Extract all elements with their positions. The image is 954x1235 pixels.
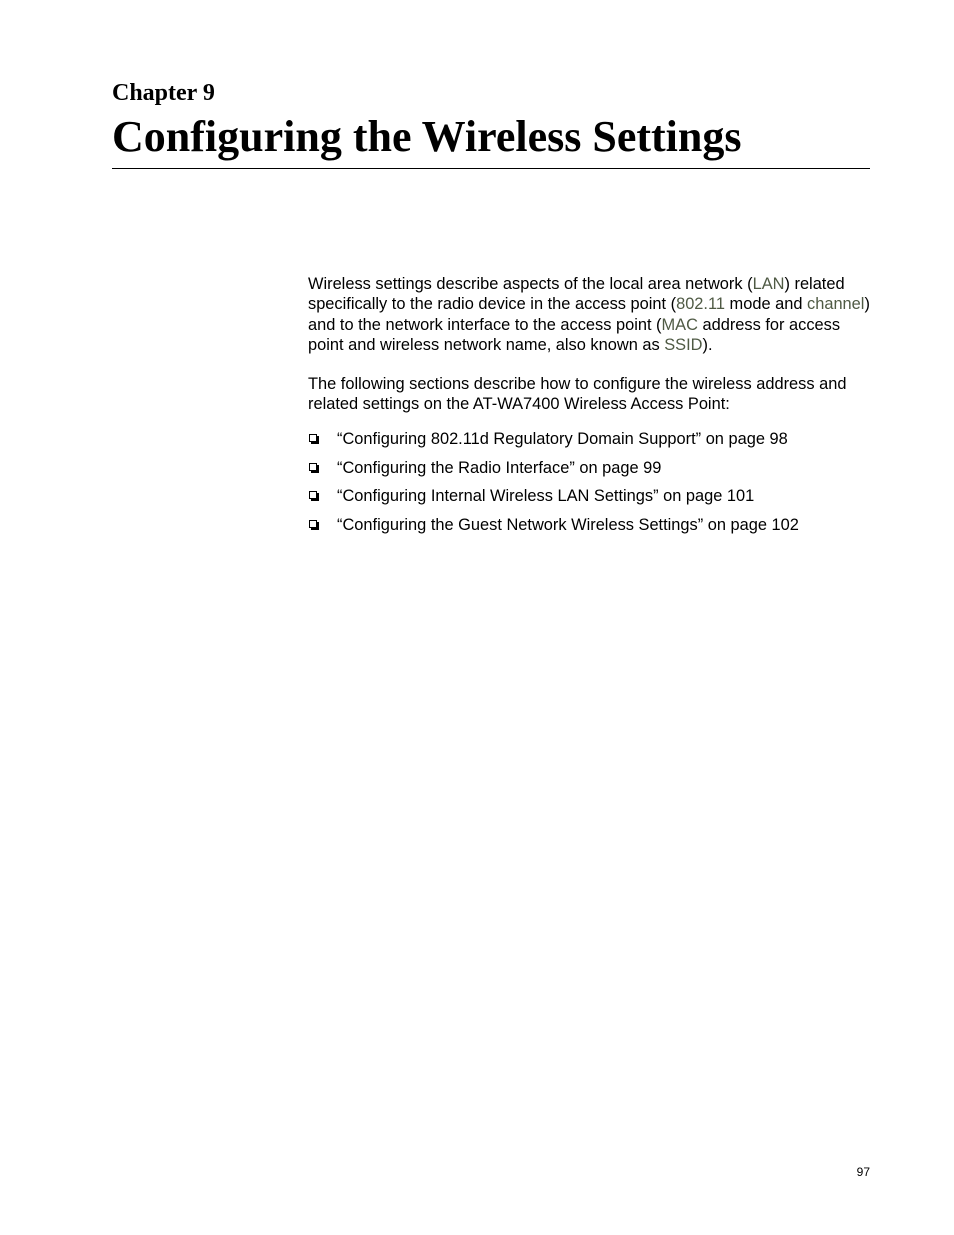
section-link-regulatory-domain[interactable]: “Configuring 802.11d Regulatory Domain Support” on page 98 [337,430,788,449]
intro-text-1: Wireless settings describe aspects of the local area network ( [308,275,753,293]
section-list-item [308,458,874,487]
section-link-internal-wlan[interactable]: “Configuring Internal Wireless LAN Settings” on page 101 [337,487,755,506]
checkbox-bullet-icon [309,463,317,471]
intro-text-3: mode and [725,295,808,314]
body-text [308,274,874,543]
checkbox-bullet-icon [309,434,317,442]
glossary-link-mac[interactable]: MAC [661,315,698,334]
section-list-item [308,486,874,515]
checkbox-bullet-icon [309,491,317,499]
title-rule [112,168,870,169]
chapter-title: Configuring the Wireless Settings [112,112,742,161]
checkbox-bullet-icon [309,520,317,528]
intro-paragraph [308,274,874,356]
sections-intro-paragraph: The following sections describe how to configure the wireless address and related settings on the AT-WA7400 Wireless Access Point: [308,374,847,414]
glossary-link-channel[interactable]: channel [807,295,865,314]
section-list-item [308,515,874,544]
section-link-radio-interface[interactable]: “Configuring the Radio Interface” on page 99 [337,458,662,477]
intro-text-2: ) related specifically to the radio device in the access point ( [308,275,845,314]
glossary-link-ssid[interactable]: SSID [664,336,703,355]
glossary-link-lan[interactable]: LAN [752,275,785,293]
intro-text-6: ). [702,336,713,355]
intro-text-5: address for access point and wireless network name, also known as [308,315,841,355]
section-list-item [308,429,874,458]
chapter-label: Chapter 9 [112,80,215,106]
page-number: 97 [856,1165,870,1179]
glossary-link-80211[interactable]: 802.11 [676,295,725,314]
intro-text-4: ) and to the network interface to the access point ( [308,295,870,334]
section-list [308,429,874,543]
section-link-guest-network[interactable]: “Configuring the Guest Network Wireless Settings” on page 102 [337,515,799,534]
